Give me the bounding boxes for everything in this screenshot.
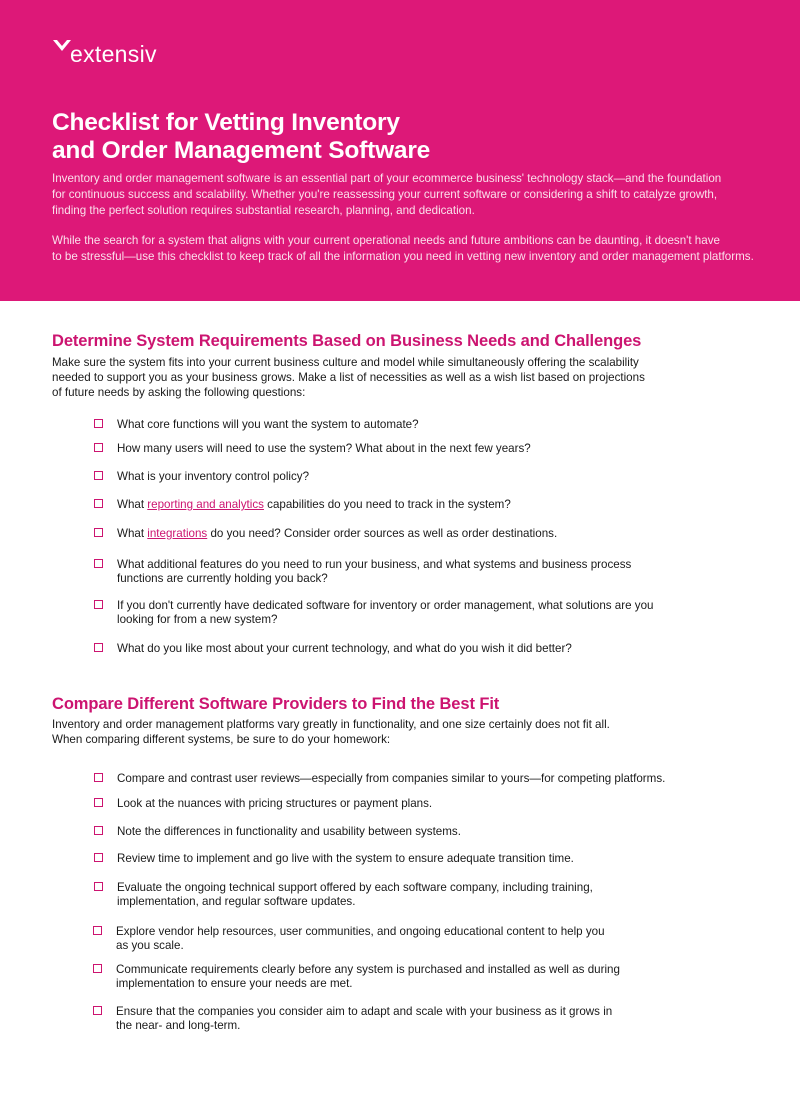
checklist-item [94,881,593,909]
item-text: What additional features do you need to run your business, and what systems and business process [117,558,632,571]
checkbox[interactable] [94,643,103,652]
item-text: Explore vendor help resources, user communities, and ongoing educational content to help you [116,925,605,938]
logo-text: extensiv [70,41,157,67]
intro-line: While the search for a system that aligns with your current operational needs and future ambitions can be daunting, it doesn't have [52,234,720,247]
title-line: Checklist for Vetting Inventory [52,109,400,136]
item-text [117,527,557,541]
checkbox[interactable] [93,926,102,935]
checklist-item [94,558,631,586]
checklist-item [94,825,461,839]
item-text: Evaluate the ongoing technical support offered by each software company, including training, [117,881,593,894]
item-text: implementation, and regular software updates. [117,895,356,908]
checkbox[interactable] [94,882,103,891]
item-text: How many users will need to use the system? What about in the next few years? [117,442,531,455]
item-text: Look at the nuances with pricing structures or payment plans. [117,797,433,810]
checkbox[interactable] [93,1006,102,1015]
checkbox[interactable] [94,528,103,537]
item-text: implementation to ensure your needs are met. [116,977,353,990]
checkbox[interactable] [94,471,103,480]
section-paragraph-compare [52,717,610,747]
item-text-post: capabilities do you need to track in the system? [263,498,511,511]
checklist-item [93,925,605,953]
intro-line: finding the perfect solution requires substantial research, planning, and dedication. [52,204,475,217]
paragraph-line: of future needs by asking the following questions: [52,386,306,399]
reporting-analytics-link[interactable]: reporting and analytics [147,498,264,511]
item-text: Compare and contrast user reviews—especially from companies similar to yours—for competing platforms. [117,772,666,785]
item-text-pre: What [117,527,148,540]
checkbox[interactable] [94,853,103,862]
item-text-pre: What [117,498,148,511]
paragraph-line: When comparing different systems, be sure to do your homework: [52,733,391,746]
section-heading-requirements: Determine System Requirements Based on Business Needs and Challenges [52,332,642,350]
checklist-item [94,599,653,627]
title-line: and Order Management Software [52,137,431,164]
checklist-item [94,418,419,432]
checkbox[interactable] [94,773,103,782]
intro-line: for continuous success and scalability. Whether you're reassessing your current software or considering a shift to catalyze growth, [52,188,718,201]
checkbox[interactable] [93,964,102,973]
checklist-item [94,852,574,866]
item-text: What do you like most about your current technology, and what do you wish it did better? [117,642,572,655]
checkbox[interactable] [94,600,103,609]
header-banner [0,0,800,301]
checklist-item [93,1005,612,1033]
item-text-post: do you need? Consider order sources as well as order destinations. [207,527,558,540]
checkbox[interactable] [94,798,103,807]
item-text: as you scale. [116,939,184,952]
checklist-item [94,642,572,656]
item-text: What is your inventory control policy? [117,470,310,483]
extensiv-logo [52,38,157,68]
checkbox[interactable] [94,559,103,568]
paragraph-line: Inventory and order management platforms vary greatly in functionality, and one size certainly does not fit all. [52,718,610,731]
item-text: Review time to implement and go live with the system to ensure adequate transition time. [117,852,574,865]
intro-line: Inventory and order management software is an essential part of your ecommerce business' technology stack—and the foundation [52,172,722,185]
checkbox[interactable] [94,499,103,508]
logo-mark-icon [52,38,72,68]
intro-line: to be stressful—use this checklist to keep track of all the information you need in vetting new inventory and order management platforms. [52,250,754,263]
checklist-item [94,527,557,541]
intro-paragraph-2 [52,233,782,265]
item-text: the near- and long-term. [116,1019,241,1032]
item-text: What core functions will you want the system to automate? [117,418,419,431]
checklist-item [94,470,309,484]
item-text [117,498,511,512]
item-text: Ensure that the companies you consider aim to adapt and scale with your business as it grows in [116,1005,613,1018]
checklist-item [93,963,620,991]
item-text: functions are currently holding you back? [117,572,328,585]
checkbox[interactable] [94,826,103,835]
item-text: looking for from a new system? [117,613,278,626]
checklist-item [94,442,531,456]
checklist-item [94,772,665,786]
section-heading-compare: Compare Different Software Providers to Find the Best Fit [52,695,500,713]
page-title [52,109,430,165]
checkbox[interactable] [94,443,103,452]
integrations-link[interactable]: integrations [147,527,208,540]
checklist-item [94,797,432,811]
paragraph-line: needed to support you as your business grows. Make a list of necessities as well as a wish list based on projections [52,371,645,384]
intro-paragraph-1 [52,171,782,219]
item-text: If you don't currently have dedicated software for inventory or order management, what solutions are you [117,599,654,612]
checklist-item [94,498,511,512]
item-text: Note the differences in functionality and usability between systems. [117,825,461,838]
item-text: Communicate requirements clearly before any system is purchased and installed as well as during [116,963,620,976]
section-paragraph-requirements [52,355,645,400]
paragraph-line: Make sure the system fits into your current business culture and model while simultaneously offering the scalability [52,356,639,369]
checkbox[interactable] [94,419,103,428]
